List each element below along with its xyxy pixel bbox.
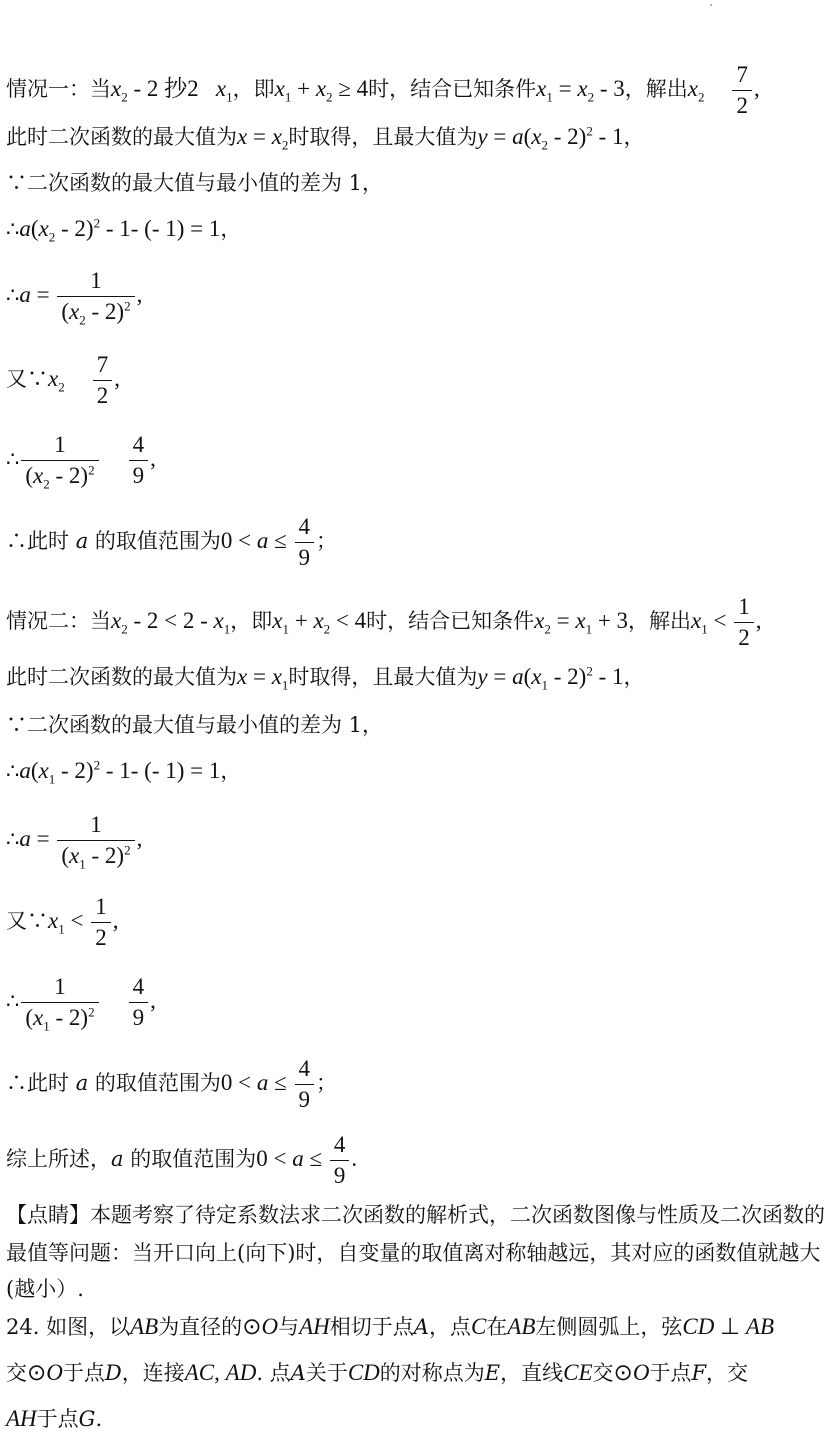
summary-line: 综上所述，a 的取值范围为0 < a ≤ $\frac{4}{9}$ . [6,1132,358,1188]
case1-a-formula: ∴a = $\frac{1}{(x_2 - 2)^2}$ , [6,268,143,328]
case1-max-line: 此时二次函数的最大值为$x = x_2$时取得，且最大值为$y = a(x_2 - 2)^2 - 1$， [6,123,645,153]
case1-line: 情况一：当$x_2 - 2$ 抄2 $x_1$，即$x_1 + x_2 \ge 4$时，结合已知条件$x_1 = x_2 - 3$，解出$x_2$ $\frac{7}{2}$ , [6,62,760,118]
case1-again: 又$\because x_2$ $\frac{7}{2}$ , [6,352,120,408]
case2-line: 情况二：当$x_2 - 2 < 2 - x_1$，即$x_1 + x_2 < 4$时，结合已知条件$x_2 = x_1 + 3$，解出$x_1$ < $\frac{1}{2}$ , [6,594,762,650]
case2-again: 又$\because x_1$ < $\frac{1}{2}$ , [6,894,119,950]
because-line-2: ∵二次函数的最大值与最小值的差为 1， [6,713,384,737]
case2-a-formula: ∴a = $\frac{1}{(x_1 - 2)^2}$ , [6,812,143,872]
scan-speck [710,4,712,6]
because-line-1: ∵二次函数的最大值与最小值的差为 1， [6,171,384,195]
comment-line-3: (越小）. [6,1277,84,1301]
case1-range: ∴此时 a 的取值范围为0 < a ≤ $\frac{4}{9}$ ； [6,514,338,570]
case2-ineq: ∴ $\frac{1}{(x_1 - 2)^2}$ $\frac{4}{9}$ , [6,974,156,1034]
case2-range: ∴此时 a 的取值范围为0 < a ≤ $\frac{4}{9}$ ； [6,1056,338,1112]
case2-equation: $\therefore a(x_1 - 2)^2 - 1-$ (- 1) = 1， [6,757,242,787]
comment-line-1: 【点睛】本题考察了待定系数法求二次函数的解析式，二次函数图像与性质及二次函数的 [6,1203,825,1227]
comment-line-2: 最值等问题：当开口向上(向下)时，自变量的取值离对称轴越远，其对应的函数值就越大 [6,1241,821,1265]
q24-line-3: AH于点G. [6,1406,103,1431]
case1-equation: $\therefore a(x_2 - 2)^2 - 1-$ (- 1) = 1， [6,215,242,245]
q24-line-2: 交⊙O于点D，连接AC, AD. 点A关于CD的对称点为E，直线CE交⊙O于点F，交 [6,1360,749,1385]
case2-max-line: 此时二次函数的最大值为$x = x_1$时取得，且最大值为$y = a(x_1 - 2)^2 - 1$， [6,663,645,693]
case1-ineq: ∴ $\frac{1}{(x_2 - 2)^2}$ $\frac{4}{9}$ , [6,432,156,492]
q24-line-1: 24. 如图，以AB为直径的⊙O与AH相切于点A，点C在AB左侧圆弧上，弦CD ⊥ AB [6,1314,774,1339]
